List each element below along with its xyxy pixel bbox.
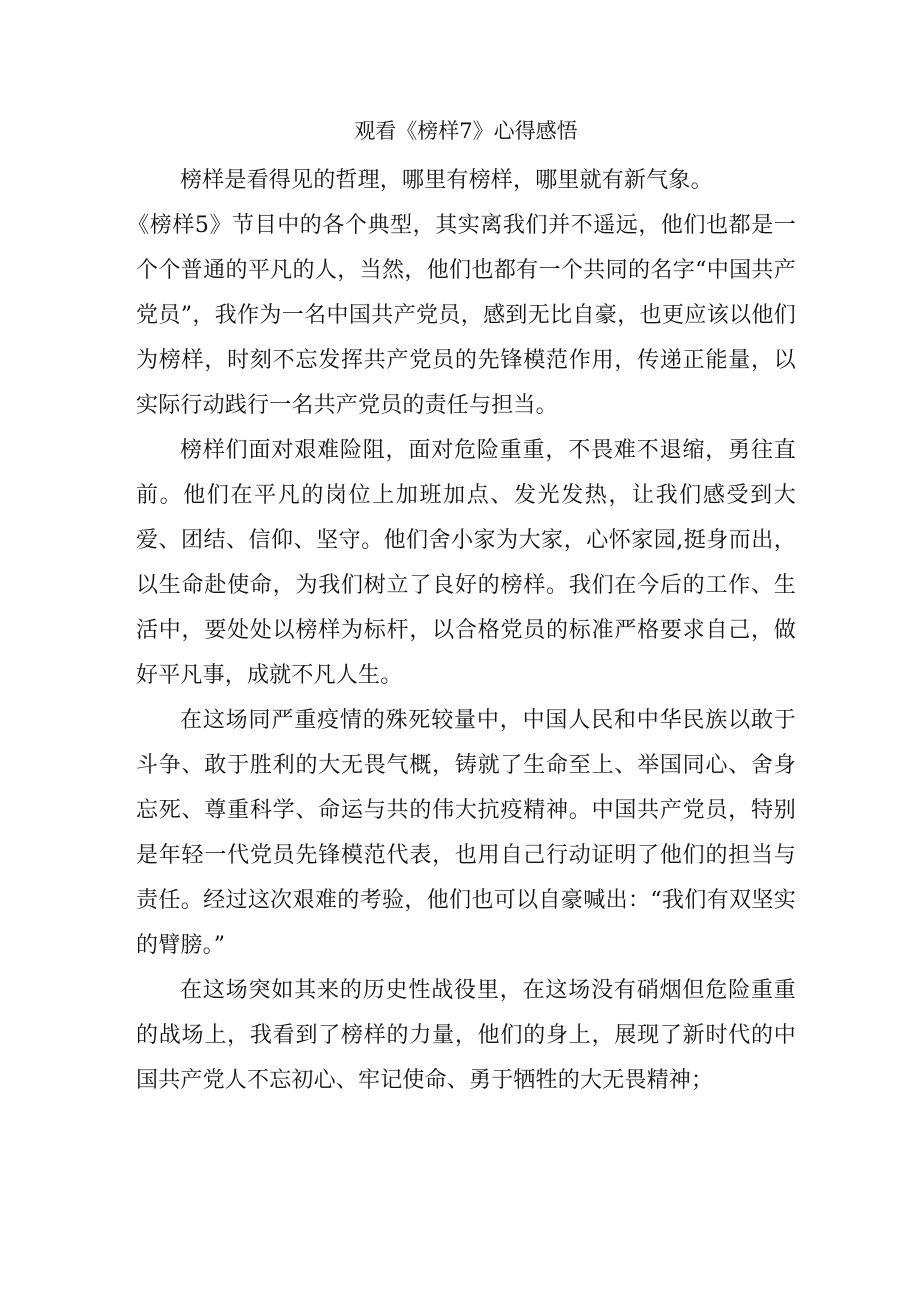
paragraph-3: 榜样们面对艰难险阻，面对危险重重，不畏难不退缩，勇往直前。他们在平凡的岗位上加班加点、发光发热，让我们感受到大爱、团结、信仰、坚守。他们舍小家为大家，心怀家园,挺身而出，以生命赴使命，为我们树立了良好的榜样。我们在今后的工作、生活中，要处处以榜样为标杆，以合格党员的标准严格要求自己，做好平凡事，成就不凡人生。: [136, 438, 796, 688]
document-title: 观看《榜样7》心得感悟: [354, 119, 578, 143]
document-body: [127, 110, 796, 1103]
paragraph-5: 在这场突如其来的历史性战役里，在这场没有硝烟但危险重重的战场上，我看到了榜样的力量，他们的身上，展现了新时代的中国共产党人不忘初心、牢记使命、勇于牺牲的大无畏精神；: [136, 978, 796, 1093]
paragraph-4: 在这场同严重疫情的殊死较量中，中国人民和中华民族以敢于斗争、敢于胜利的大无畏气概，铸就了生命至上、举国同心、舍身忘死、尊重科学、命运与共的伟大抗疫精神。中国共产党员，特别是年轻一代党员先锋模范代表，也用自己行动证明了他们的担当与责任。经过这次艰难的考验，他们也可以自豪喊出：“我们有双坚实的臂膀。”: [136, 708, 796, 958]
paragraph-1: 榜样是看得见的哲理，哪里有榜样，哪里就有新气象。: [180, 168, 713, 193]
paragraph-2: 《榜样5》节目中的各个典型，其实离我们并不遥远，他们也都是一个个普通的平凡的人，当然，他们也都有一个共同的名字“中国共产党员”，我作为一名中国共产党员，感到无比自豪，也更应该以他们为榜样，时刻不忘发挥共产党员的先锋模范作用，传递正能量，以实际行动践行一名共产党员的责任与担当。: [127, 213, 796, 418]
